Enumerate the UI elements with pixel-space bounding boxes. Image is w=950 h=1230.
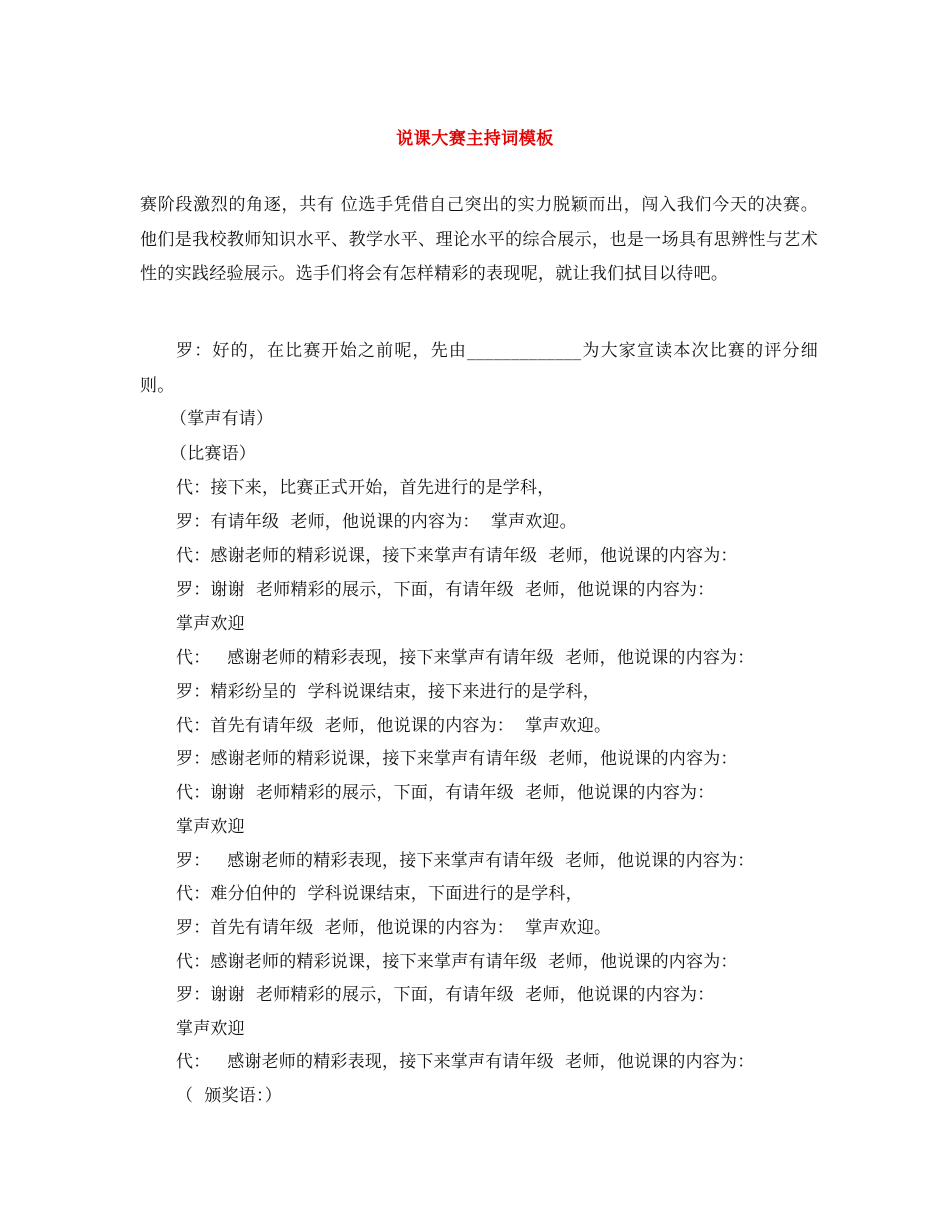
script-line: 罗：精彩纷呈的 学科说课结束，接下来进行的是学科，	[176, 682, 601, 702]
script-line: （掌声有请）	[170, 409, 274, 429]
script-line: 罗：首先有请年级 老师，他说课的内容为： 掌声欢迎。	[176, 918, 612, 938]
script-line: 罗： 感谢老师的精彩表现，接下来掌声有请年级 老师，他说课的内容为：	[176, 851, 755, 871]
script-line: 代： 感谢老师的精彩表现，接下来掌声有请年级 老师，他说课的内容为：	[176, 1052, 755, 1072]
script-line: 代：谢谢 老师精彩的展示，下面，有请年级 老师，他说课的内容为：	[176, 783, 715, 803]
script-line: 罗：有请年级 老师，他说课的内容为： 掌声欢迎。	[176, 512, 577, 532]
rules-paragraph: 罗：好的，在比赛开始之前呢，先由_____________为大家宣读本次比赛的评分细则。	[140, 341, 818, 396]
document-title: 说课大赛主持词模板	[396, 129, 554, 149]
script-line: 代：感谢老师的精彩说课，接下来掌声有请年级 老师，他说课的内容为：	[176, 952, 738, 972]
script-line: 掌声欢迎	[176, 817, 245, 837]
script-line: 罗：谢谢 老师精彩的展示，下面，有请年级 老师，他说课的内容为：	[176, 985, 715, 1005]
script-line: 掌声欢迎	[176, 614, 245, 634]
script-line: 罗：感谢老师的精彩说课，接下来掌声有请年级 老师，他说课的内容为：	[176, 749, 738, 769]
script-line: 代： 感谢老师的精彩表现，接下来掌声有请年级 老师，他说课的内容为：	[176, 648, 755, 668]
script-line: 掌声欢迎	[176, 1019, 245, 1039]
script-line: 代：接下来，比赛正式开始，首先进行的是学科，	[176, 478, 555, 498]
script-line: 代：首先有请年级 老师，他说课的内容为： 掌声欢迎。	[176, 716, 612, 736]
script-line: 代：感谢老师的精彩说课，接下来掌声有请年级 老师，他说课的内容为：	[176, 546, 738, 566]
script-line: （ 颁奖语：）	[176, 1086, 282, 1106]
script-line: 罗：谢谢 老师精彩的展示，下面，有请年级 老师，他说课的内容为：	[176, 580, 715, 600]
script-line: 代：难分伯仲的 学科说课结束，下面进行的是学科，	[176, 884, 583, 904]
script-line: （比赛语）	[170, 444, 256, 464]
intro-paragraph: 赛阶段激烈的角逐，共有 位选手凭借自己突出的实力脱颖而出，闯入我们今天的决赛。他们是我校教师知识水平、教学水平、理论水平的综合展示，也是一场具有思辨性与艺术性的实践经验展示。选手们将会有怎样精彩的表现呢，就让我们拭目以待吧。	[140, 195, 818, 284]
